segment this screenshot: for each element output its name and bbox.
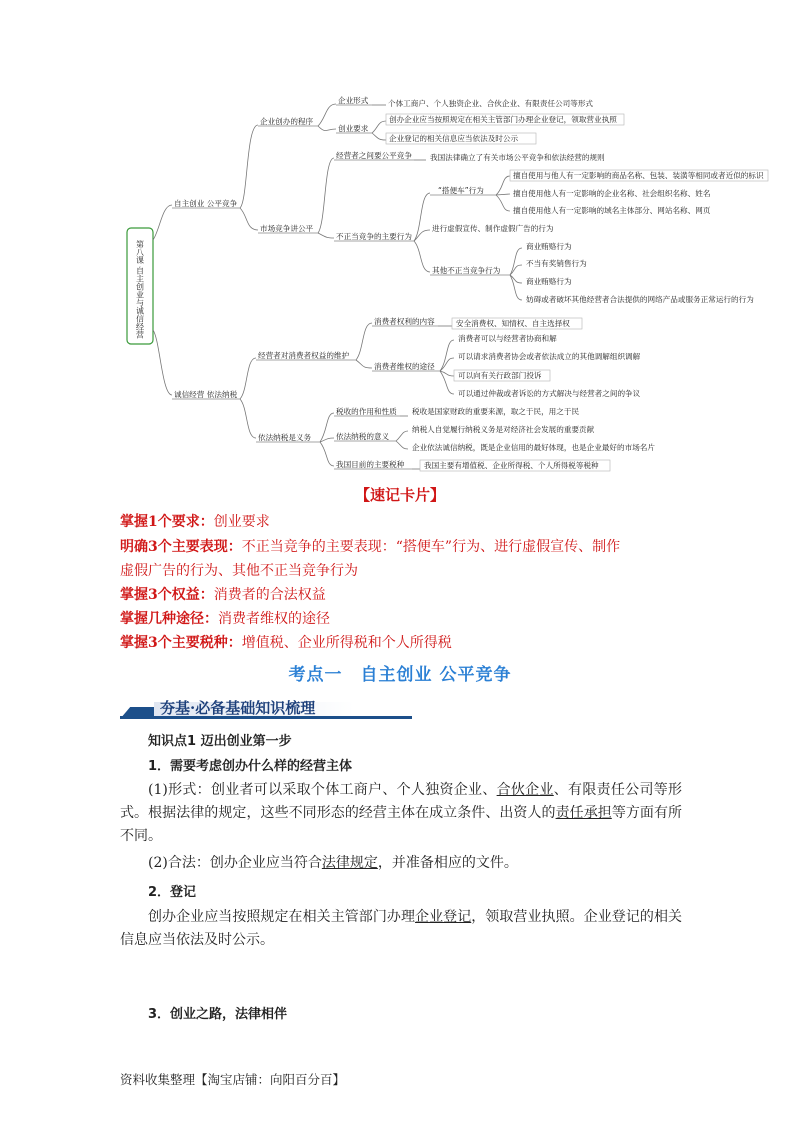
card-title: 【速记卡片】 [354, 486, 445, 504]
p1-text-a: (1)形式：创业者可以采取个体工商户、个人独资企业、 [148, 782, 497, 798]
branch-b2: 诚信经营 依法纳税 [174, 390, 238, 399]
branch-b1-2-1: 经营者之间要公平竞争 [336, 151, 412, 160]
branch-b2-2-2: 依法纳税的意义 [336, 432, 390, 441]
section-title: 考点一 自主创业 公平竞争 [288, 665, 512, 685]
section-banner [120, 697, 412, 719]
leaf-b2-1-2-d: 可以通过仲裁或者诉讼的方式解决与经营者之间的争议 [458, 389, 641, 398]
card-line-2b [120, 559, 700, 583]
leaf-b2-2-2-a: 纳税人自觉履行纳税义务是对经济社会发展的重要贡献 [412, 425, 595, 434]
banner-text: 夯基·必备基础知识梳理 [160, 699, 316, 717]
leaf-b1-2-2-3-d: 妨碍或者破坏其他经营者合法提供的网络产品或服务正常运行的行为 [526, 295, 754, 304]
card-line-5-text: 增值税、企业所得税和个人所得税 [241, 635, 452, 651]
card-line-4 [120, 607, 700, 631]
card-line-2-label: 明确3个主要表现： [120, 539, 242, 555]
knowledge-point-1: 知识点1 迈出创业第一步 [148, 734, 292, 749]
footer-note: 资料收集整理【淘宝店铺：向阳百分百】 [120, 1072, 346, 1087]
paragraph-legal [120, 852, 682, 875]
leaf-b2-2-3: 我国主要有增值税、企业所得税、个人所得税等税种 [424, 461, 599, 470]
card-line-1-label: 掌握1个要求： [120, 514, 214, 530]
branch-b1-2-2-3: 其他不正当竞争行为 [432, 266, 501, 275]
card-line-5-label: 掌握3个主要税种： [120, 635, 242, 651]
leaf-b1-2-2-1-b: 擅自使用他人有一定影响的企业名称、社会组织名称、姓名 [513, 189, 711, 198]
card-line-2 [120, 535, 700, 559]
heading-3: 3．创业之路，法律相伴 [148, 1007, 288, 1022]
p1-text-b: 、有限责任公司等形式。根据法律的规定，这些不同形态的经营主体在成立条件、出资人的 [120, 782, 683, 821]
leaf-b1-1-1: 个体工商户、个人独资企业、合伙企业、有限责任公司等形式 [388, 99, 594, 108]
branch-b2-1-2: 消费者维权的途径 [374, 362, 435, 371]
leaf-b1-2-2-1-a: 擅自使用与他人有一定影响的商品名称、包装、装潢等相同或者近似的标识 [513, 171, 764, 180]
card-line-1-text: 创业要求 [213, 514, 270, 530]
p3-underline: 企业登记 [415, 909, 472, 925]
leaf-b1-2-2-3-a: 商业贿赂行为 [526, 242, 572, 251]
leaf-b2-1-2-b: 可以请求消费者协会或者依法成立的其他调解组织调解 [458, 352, 641, 361]
p2-text-a: (2)合法：创办企业应当符合 [148, 855, 322, 871]
branch-b1-2-2-2: 进行虚假宣传、制作虚假广告的行为 [432, 224, 554, 233]
branch-b1-2-2-1: “搭便车”行为 [438, 186, 484, 195]
card-line-4-label: 掌握几种途径： [120, 611, 218, 627]
leaf-b2-1-1: 安全消费权、知情权、自主选择权 [456, 319, 570, 328]
branch-b2-1: 经营者对消费者权益的维护 [258, 351, 350, 360]
leaf-b2-2-2-b: 企业依法诚信纳税，既是企业信用的最好体现，也是企业最好的市场名片 [412, 443, 655, 452]
p1-text-c: 等方面有所不同。 [120, 805, 683, 844]
branch-b2-2-1: 税收的作用和性质 [336, 407, 397, 416]
p3-text-b: ，领取营业执照。企业登记的相关信息应当依法及时公示。 [120, 909, 683, 948]
card-line-3-label: 掌握3个权益： [120, 587, 214, 603]
p2-underline: 法律规定 [321, 855, 378, 871]
leaf-b1-2-2-1-c: 擅自使用他人有一定影响的域名主体部分、网站名称、网页 [513, 206, 711, 215]
card-line-3-text: 消费者的合法权益 [213, 587, 326, 603]
card-line-4-text: 消费者维权的途径 [218, 611, 330, 627]
leaf-b1-2-2-3-b: 不当有奖销售行为 [526, 259, 587, 268]
branch-b1-1-2: 创业要求 [338, 124, 369, 133]
branch-b2-2-3: 我国目前的主要税种 [336, 460, 405, 469]
branch-b1-2-2: 不正当竞争的主要行为 [336, 232, 412, 241]
card-line-2b-text: 虚假广告的行为、其他不正当竞争行为 [120, 563, 358, 579]
p2-text-b: ，并准备相应的文件。 [377, 855, 518, 871]
leaf-b1-2-1: 我国法律确立了有关市场公平竞争和依法经营的规则 [430, 153, 605, 162]
leaf-b2-2-1: 税收是国家财政的重要来源，取之于民，用之于民 [412, 407, 580, 416]
card-line-2-text: 不正当竞争的主要表现：“搭便车”行为、进行虚假宣传、制作 [241, 539, 621, 555]
heading-2: 2．登记 [148, 885, 197, 900]
branch-b1: 自主创业 公平竞争 [174, 199, 238, 208]
card-line-1 [120, 510, 700, 534]
branch-b1-1: 企业创办的程序 [260, 117, 314, 126]
paragraph-form [120, 779, 682, 848]
paragraph-registration [120, 906, 682, 952]
leaf-b2-1-2-c: 可以向有关行政部门投诉 [458, 371, 542, 380]
p1-underline-2: 责任承担 [555, 805, 612, 821]
branch-b2-1-1: 消费者权利的内容 [374, 317, 435, 326]
p3-text-a: 创办企业应当按照规定在相关主管部门办理 [148, 909, 416, 925]
branch-b1-1-1: 企业形式 [338, 96, 369, 105]
card-line-5 [120, 631, 700, 655]
leaf-b2-1-2-a: 消费者可以与经营者协商和解 [458, 334, 557, 343]
mind-map [0, 0, 800, 480]
mindmap-root: 第八课 自主创业与诚信经营 [135, 240, 145, 339]
branch-b1-2: 市场竞争讲公平 [260, 224, 314, 233]
leaf-b1-2-2-3-c: 商业贿赂行为 [526, 277, 572, 286]
leaf-b1-1-2-b: 企业登记的相关信息应当依法及时公示 [389, 134, 519, 143]
leaf-b1-1-2-a: 创办企业应当按照规定在相关主管部门办理企业登记，领取营业执照 [389, 115, 617, 124]
heading-1: 1．需要考虑创办什么样的经营主体 [148, 759, 353, 774]
card-line-3 [120, 583, 700, 607]
branch-b2-2: 依法纳税是义务 [258, 433, 312, 442]
p1-underline-1: 合伙企业 [496, 782, 554, 798]
